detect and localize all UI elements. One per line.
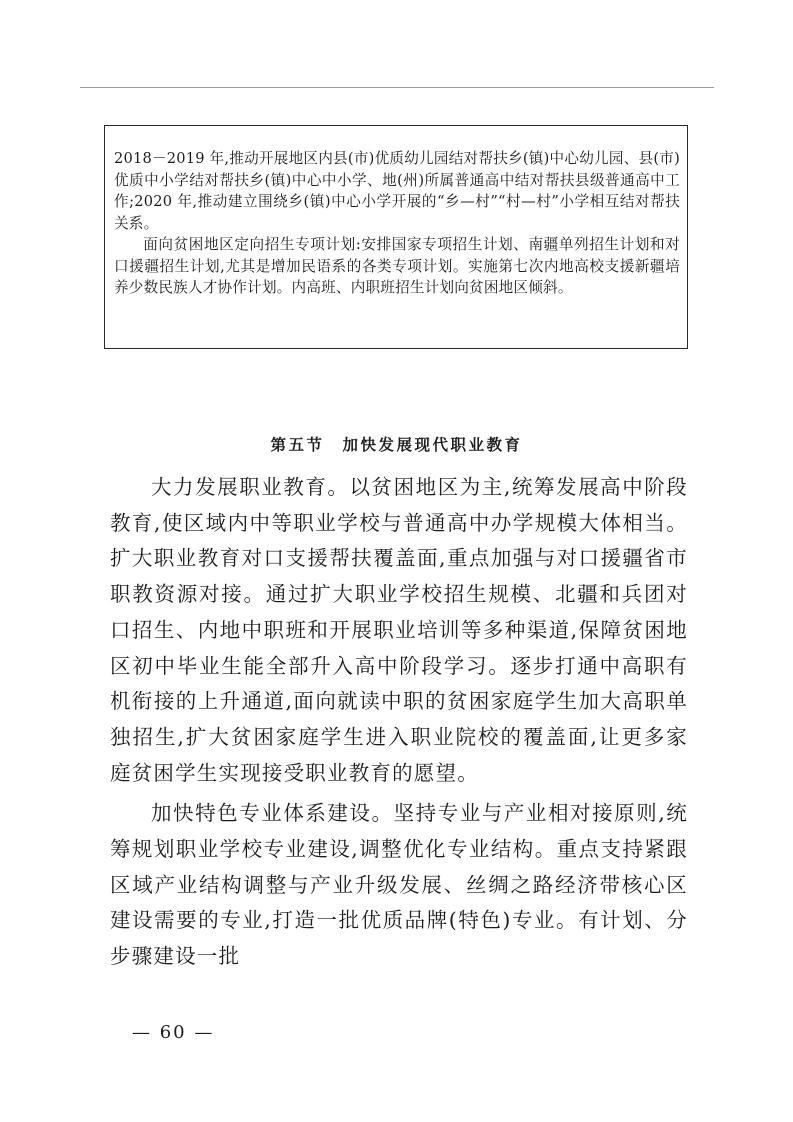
- section-title: 第五节 加快发展现代职业教育: [270, 435, 523, 454]
- body-paragraph: 加快特色专业体系建设。坚持专业与产业相对接原则,统筹规划职业学校专业建设,调整优化专业结构。重点支持紧跟区域产业结构调整与产业升级发展、丝绸之路经济带核心区建设需要的专业,打造一批优质品牌(特色)专业。有计划、分步骤建设一批: [110, 801, 688, 969]
- boxed-note-paragraph: 面向贫困地区定向招生专项计划:安排国家专项招生计划、南疆单列招生计划和对口援疆招生计划,尤其是增加民语系的各类专项计划。实施第七次内地高校支援新疆培养少数民族人才协作计划。内高班、内职班招生计划向贫困地区倾斜。: [114, 236, 680, 296]
- header-rule: [80, 87, 714, 88]
- page-number: — 60 —: [132, 1022, 215, 1043]
- body-paragraph: 大力发展职业教育。以贫困地区为主,统筹发展高中阶段教育,使区域内中等职业学校与普通高中办学规模大体相当。扩大职业教育对口支援帮扶覆盖面,重点加强与对口援疆省市职教资源对接。通过扩大职业学校招生规模、北疆和兵团对口招生、内地中职班和开展职业培训等多种渠道,保障贫困地区初中毕业生能全部升入高中阶段学习。逐步打通中高职有机衔接的上升通道,面向就读中职的贫困家庭学生加大高职单独招生,扩大贫困家庭学生进入职业院校的覆盖面,让更多家庭贫困学生实现接受职业教育的愿望。: [110, 475, 688, 785]
- body-text: [110, 470, 688, 975]
- boxed-note-paragraph: 2018－2019 年,推动开展地区内县(市)优质幼儿园结对帮扶乡(镇)中心幼儿园、县(市)优质中小学结对帮扶乡(镇)中心中小学、地(州)所属普通高中结对帮扶县级普通高中工作;2020 年,推动建立围绕乡(镇)中心小学开展的“乡—村”“村—村”小学相互结对帮扶关系。: [114, 150, 680, 232]
- boxed-note: [104, 125, 688, 349]
